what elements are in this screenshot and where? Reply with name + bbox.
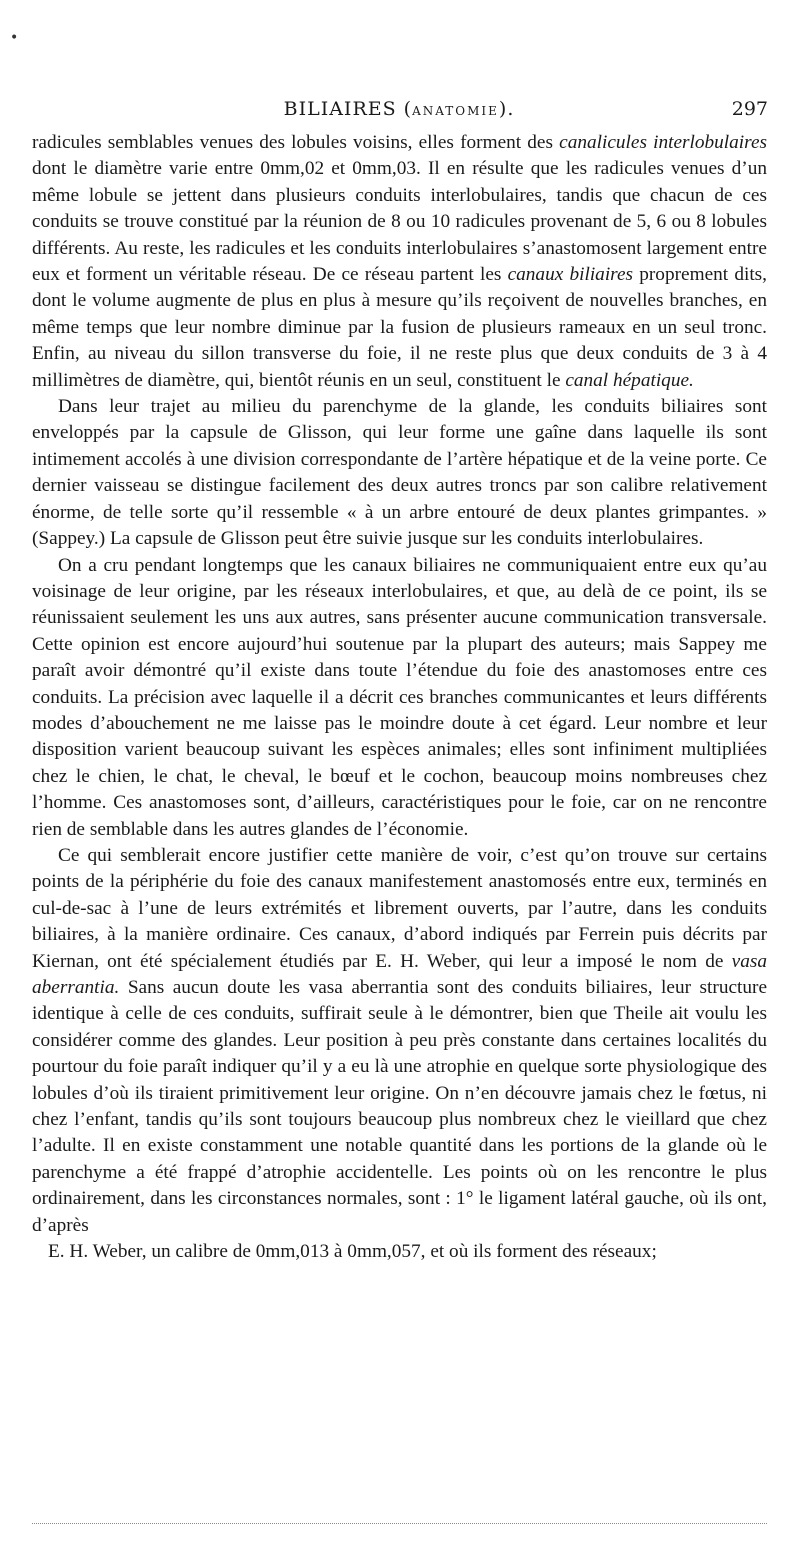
corner-mark: • (10, 30, 19, 46)
italic-term: vasa aberrantia. (32, 950, 767, 998)
running-title (30, 98, 768, 120)
italic-term: canalicules interlobulaires (559, 132, 768, 153)
paragraph (32, 553, 767, 843)
text-run: Ce qui semblerait encore justifier cette manière de voir, c’est qu’on trouve sur certains points de la périphérie du foie des canaux manifestement anastomosés entre eux, terminés en cul-de-sac à l’une de leurs extrémités et librement ouverts, par l’autre, dans les conduits biliaires, à la manière ordinaire. Ces canaux, d’abord indiqués par Ferrein puis décrits par Kiernan, ont été spécialement étudiés par E. H. Weber, qui leur a imposé le nom de (32, 844, 767, 972)
running-header (30, 98, 768, 124)
paragraph (32, 843, 767, 1239)
text-run: proprement dits, dont le volume augmente de plus en plus à mesure qu’ils reçoivent de nouvelles branches, en même temps que leur nombre diminue par la fusion de plusieurs rameaux en un seul tronc. Enfin, au niveau du sillon transverse du foie, il ne reste plus que deux conduits de 3 à 4 millimètres de diamètre, qui, bientôt réunis en un seul, constituent le (32, 264, 768, 391)
footer-divider (32, 1523, 767, 1524)
text-run: On a cru pendant longtemps que les canaux biliaires ne communiquaient entre eux qu’au voisinage de leur origine, par les réseaux interlobulaires, et que, au delà de ce point, ils se réunissaient seulement les uns aux autres, sans présenter aucune communication transversale. Cette opinion est encore aujourd’hui soutenue par la plupart des auteurs; mais Sappey me paraît avoir démontré qu’il existe dans toute l’étendue du foie des anastomoses entre ces conduits. La précision avec laquelle il a décrit ces branches communicantes et leurs différents modes d’abouchement ne me laisse pas le moindre doute à cet égard. Leur nombre et leur disposition varient beaucoup suivant les espèces animales; elles sont infiniment multipliées chez le chien, le chat, le cheval, le bœuf et le cochon, beaucoup moins nombreuses chez l’homme. Ces anastomoses sont, d’ailleurs, caractéristiques pour le foie, car on ne rencontre rien de semblable dans les autres glandes de l’économie. (32, 554, 767, 840)
text-run: Dans leur trajet au milieu du parenchyme de la glande, les conduits biliaires sont enveloppés par la capsule de Glisson, qui leur forme une gaîne dans laquelle ils sont intimement accolés à une division correspondante de l’artère hépatique et de la veine porte. Ce dernier vaisseau se distingue facilement des deux autres troncs par son calibre relativement énorme, de telle sorte qu’il ressemble « à un arbre entouré de deux plantes grimpantes. » (Sappey.) La capsule de Glisson peut être suivie jusque sur les conduits interlobulaires. (32, 396, 767, 550)
body-text (32, 130, 767, 1265)
page-number: 297 (731, 98, 768, 120)
paragraph (32, 394, 767, 552)
italic-term: canaux biliaires (507, 264, 634, 286)
paragraph (32, 1239, 767, 1265)
text-run: Sans aucun doute les vasa aberrantia sont des conduits biliaires, leur structure identique à celle de ces conduits, suffirait seule à le démontrer, bien que Theile ait voulu les considérer comme des glandes. Leur position à peu près constante dans certaines localités du pourtour du foie paraît indiquer qu’il y a eu là une atrophie en quelque sorte physiologique des lobules d’où ils tiraient primitivement leur origine. On n’en découvre jamais chez le fœtus, ni chez l’enfant, tandis qu’ils sont toujours beaucoup plus nombreux chez le vieillard que chez l’adulte. Il en existe constamment une notable quantité dans les portions de la glande où le parenchyme a été frappé d’atrophie accidentelle. Les points où on les rencontre le plus ordinairement, dans les circonstances normales, sont : 1° le ligament latéral gauche, où ils ont, d’après (32, 977, 767, 1236)
running-title-subject: ANATOMIE (412, 104, 499, 118)
paragraph (32, 130, 767, 394)
text-run: radicules semblables venues des lobules voisins, elles forment des (32, 132, 560, 153)
running-title-main: BILIAIRES ( (283, 98, 413, 120)
italic-term: canal hépatique. (565, 369, 694, 391)
running-title-end: ). (498, 98, 515, 120)
text-run: dont le diamètre varie entre 0mm,02 et 0mm,03. Il en résulte que les radicules venues d’un même lobule se jettent dans plusieurs conduits interlobulaires, tandis que chacun de ces conduits se trouve constitué par la réunion de 8 ou 10 radicules provenant de 5, 6 ou 8 lobules différents. Au reste, les radicules et les conduits interlobulaires s’anastomosent largement entre eux et forment un véritable réseau. De ce réseau partent les (32, 158, 767, 286)
text-run: E. H. Weber, un calibre de 0mm,013 à 0mm,057, et où ils forment des réseaux; (48, 1241, 657, 1263)
